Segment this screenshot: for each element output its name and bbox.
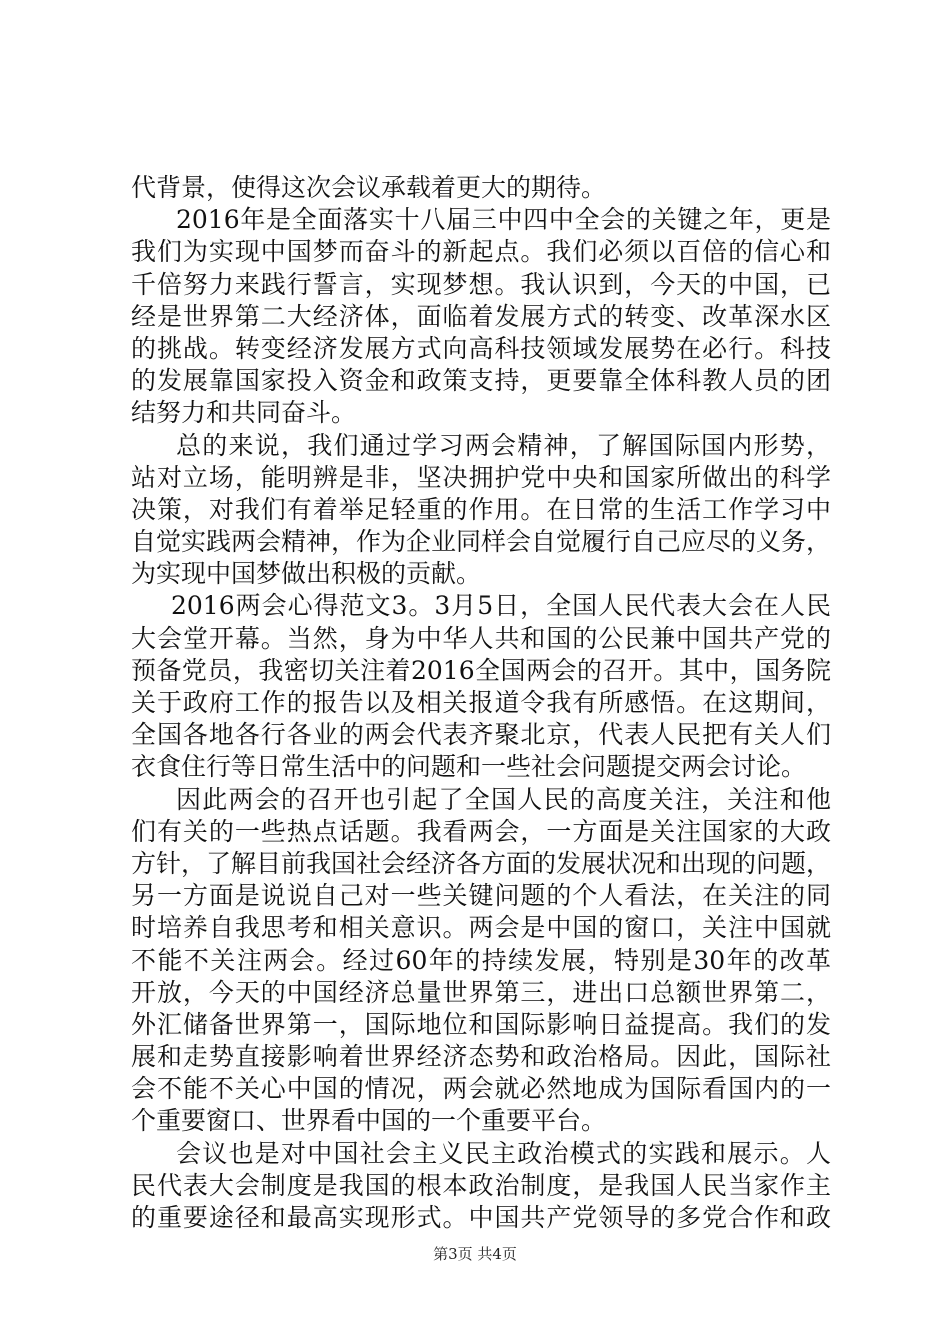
text-line: 民代表大会制度是我国的根本政治制度，是我国人民当家作主 [131,1170,831,1200]
text-line: 全国各地各行各业的两会代表齐聚北京，代表人民把有关人们 [131,720,831,750]
text-line: 的发展靠国家投入资金和政策支持，更要靠全体科教人员的团 [131,366,831,396]
text-line: 开放，今天的中国经济总量世界第三，进出口总额世界第二， [131,977,831,1007]
paragraph-start-line: 2016年是全面落实十八届三中四中全会的关键之年，更是 [176,205,831,235]
body-text [131,172,831,1234]
page-footer: 第3页 共4页 [433,1245,517,1263]
text-line: 方针，了解目前我国社会经济各方面的发展状况和出现的问题， [131,848,832,878]
text-line: 个重要窗口、世界看中国的一个重要平台。 [131,1106,607,1136]
text-line: 外汇储备世界第一，国际地位和国际影响日益提高。我们的发 [131,1009,831,1039]
text-line: 为实现中国梦做出积极的贡献。 [131,559,482,589]
text-line: 经是世界第二大经济体，面临着发展方式的转变、改革深水区 [131,301,831,331]
text-line: 关于政府工作的报告以及相关报道令我有所感悟。在这期间， [131,688,831,717]
text-line: 千倍努力来践行誓言，实现梦想。我认识到，今天的中国，已 [131,269,831,299]
text-line: 另一方面是说说自己对一些关键问题的个人看法，在关注的同 [131,881,831,911]
text-line: 大会堂开幕。当然，身为中华人共和国的公民兼中国共产党的 [131,623,831,653]
text-line: 我们为实现中国梦而奋斗的新起点。我们必须以百倍的信心和 [131,237,831,267]
text-line: 的重要途径和最高实现形式。中国共产党领导的多党合作和政 [131,1203,831,1232]
text-line: 预备党员，我密切关注着2016全国两会的召开。其中，国务院 [131,655,831,685]
text-line: 代背景，使得这次会议承载着更大的期待。 [131,173,607,202]
text-line: 决策，对我们有着举足轻重的作用。在日常的生活工作学习中 [131,494,831,524]
paragraph-start-line: 2016两会心得范文3。3月5日，全国人民代表大会在人民 [171,591,831,621]
text-line: 的挑战。转变经济发展方式向高科技领域发展势在必行。科技 [131,333,831,363]
paragraph-start-line: 总的来说，我们通过学习两会精神，了解国际国内形势， [176,430,831,460]
text-line: 时培养自我思考和相关意识。两会是中国的窗口，关注中国就 [131,913,831,943]
text-line: 衣食住行等日常生活中的问题和一些社会问题提交两会讨论。 [131,752,807,782]
text-line: 们有关的一些热点话题。我看两会，一方面是关注国家的大政 [131,816,831,846]
text-line: 站对立场，能明辨是非，坚决拥护党中央和国家所做出的科学 [131,462,831,492]
text-line: 不能不关注两会。经过60年的持续发展，特别是30年的改革 [131,945,831,975]
text-line: 自觉实践两会精神，作为企业同样会自觉履行自己应尽的义务， [131,527,832,557]
text-line: 结努力和共同奋斗。 [131,398,357,428]
text-line: 会不能不关心中国的情况，两会就必然地成为国际看国内的一 [131,1074,831,1104]
paragraph-start-line: 因此两会的召开也引起了全国人民的高度关注，关注和他 [176,784,831,814]
text-line: 展和走势直接影响着世界经济态势和政治格局。因此，国际社 [131,1042,831,1072]
paragraph-start-line: 会议也是对中国社会主义民主政治模式的实践和展示。人 [176,1138,831,1168]
